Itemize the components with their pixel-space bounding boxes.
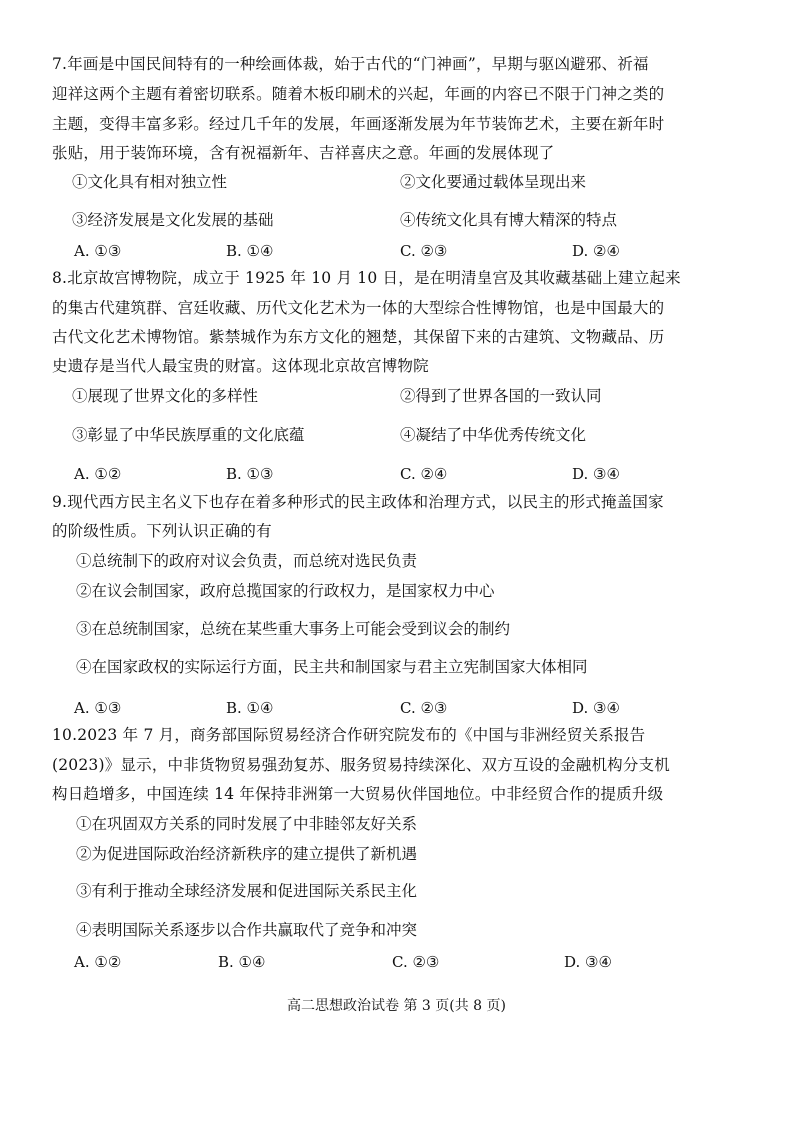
q9-option: ④在国家政权的实际运行方面，民主共和制国家与君主立宪制国家大体相同 xyxy=(76,658,588,676)
q10-answer-b: B. ①④ xyxy=(218,953,266,971)
q9-answer-a: A. ①③ xyxy=(74,699,122,717)
q8-option: ④凝结了中华优秀传统文化 xyxy=(400,426,587,444)
q9-stem-line: 的阶级性质。下列认识正确的有 xyxy=(52,522,272,540)
q10-answer-a: A. ①② xyxy=(74,953,122,971)
q8-answer-c: C. ②④ xyxy=(400,465,448,483)
q8-option: ③彰显了中华民族厚重的文化底蕴 xyxy=(72,426,305,444)
q7-option: ④传统文化具有博大精深的特点 xyxy=(400,211,618,229)
q8-stem-line: 古代文化艺术博物馆。紫禁城作为东方文化的翘楚，其保留下来的古建筑、文物藏品、历 xyxy=(52,328,665,346)
q9-stem-line: 9.现代西方民主名义下也存在着多种形式的民主政体和治理方式，以民主的形式掩盖国家 xyxy=(52,493,664,511)
page-footer: 高二思想政治试卷 第 3 页(共 8 页) xyxy=(287,998,506,1014)
q8-answer-a: A. ①② xyxy=(74,465,122,483)
q7-answer-d: D. ②④ xyxy=(572,242,620,260)
q9-option: ②在议会制国家，政府总揽国家的行政权力，是国家权力中心 xyxy=(76,582,495,600)
q9-answer-c: C. ②③ xyxy=(400,699,448,717)
q10-answer-c: C. ②③ xyxy=(392,953,440,971)
q9-option: ③在总统制国家，总统在某些重大事务上可能会受到议会的制约 xyxy=(76,620,511,638)
q7-stem-line: 主题，变得丰富多彩。经过几千年的发展，年画逐渐发展为年节装饰艺术，主要在新年时 xyxy=(52,115,665,133)
q8-option: ②得到了世界各国的一致认同 xyxy=(400,387,602,405)
q10-stem-line: 构日趋增多，中国连续 14 年保持非洲第一大贸易伙伴国地位。中非经贸合作的提质升级 xyxy=(52,785,664,803)
q10-answer-d: D. ③④ xyxy=(564,953,612,971)
q7-answer-a: A. ①③ xyxy=(74,242,122,260)
q7-stem-line: 张贴，用于装饰环境，含有祝福新年、吉祥喜庆之意。年画的发展体现了 xyxy=(52,144,555,162)
q8-stem-line: 史遗存是当代人最宝贵的财富。这体现北京故宫博物院 xyxy=(52,357,429,375)
q7-answer-b: B. ①④ xyxy=(226,242,274,260)
q10-stem-line: 10.2023 年 7 月，商务部国际贸易经济合作研究院发布的《中国与非洲经贸关系报告 xyxy=(52,726,646,744)
q7-option: ③经济发展是文化发展的基础 xyxy=(72,211,274,229)
q8-stem-line: 8.北京故宫博物院，成立于 1925 年 10 月 10 日，是在明清皇宫及其收藏基础上建立起来 xyxy=(52,269,681,287)
q8-answer-d: D. ③④ xyxy=(572,465,620,483)
q8-answer-b: B. ①③ xyxy=(226,465,274,483)
q10-option: ②为促进国际政治经济新秩序的建立提供了新机遇 xyxy=(76,845,418,863)
q7-stem-line: 7.年画是中国民间特有的一种绘画体裁，始于古代的“门神画”，早期与驱凶避邪、祈福 xyxy=(52,55,649,73)
q8-option: ①展现了世界文化的多样性 xyxy=(72,387,259,405)
q7-answer-c: C. ②③ xyxy=(400,242,448,260)
q7-stem-line: 迎祥这两个主题有着密切联系。随着木板印刷术的兴起，年画的内容已不限于门神之类的 xyxy=(52,85,665,103)
q8-stem-line: 的集古代建筑群、宫廷收藏、历代文化艺术为一体的大型综合性博物馆，也是中国最大的 xyxy=(52,299,665,317)
q9-answer-b: B. ①④ xyxy=(226,699,274,717)
q10-option: ①在巩固双方关系的同时发展了中非睦邻友好关系 xyxy=(76,815,418,833)
q10-option: ④表明国际关系逐步以合作共赢取代了竞争和冲突 xyxy=(76,921,418,939)
q7-option: ②文化要通过载体呈现出来 xyxy=(400,173,587,191)
q9-option: ①总统制下的政府对议会负责，而总统对选民负责 xyxy=(76,552,418,570)
q10-stem-line: (2023)》显示，中非货物贸易强劲复苏、服务贸易持续深化、双方互设的金融机构分支机 xyxy=(52,756,670,774)
q9-answer-d: D. ③④ xyxy=(572,699,620,717)
q10-option: ③有利于推动全球经济发展和促进国际关系民主化 xyxy=(76,882,418,900)
q7-option: ①文化具有相对独立性 xyxy=(72,173,228,191)
